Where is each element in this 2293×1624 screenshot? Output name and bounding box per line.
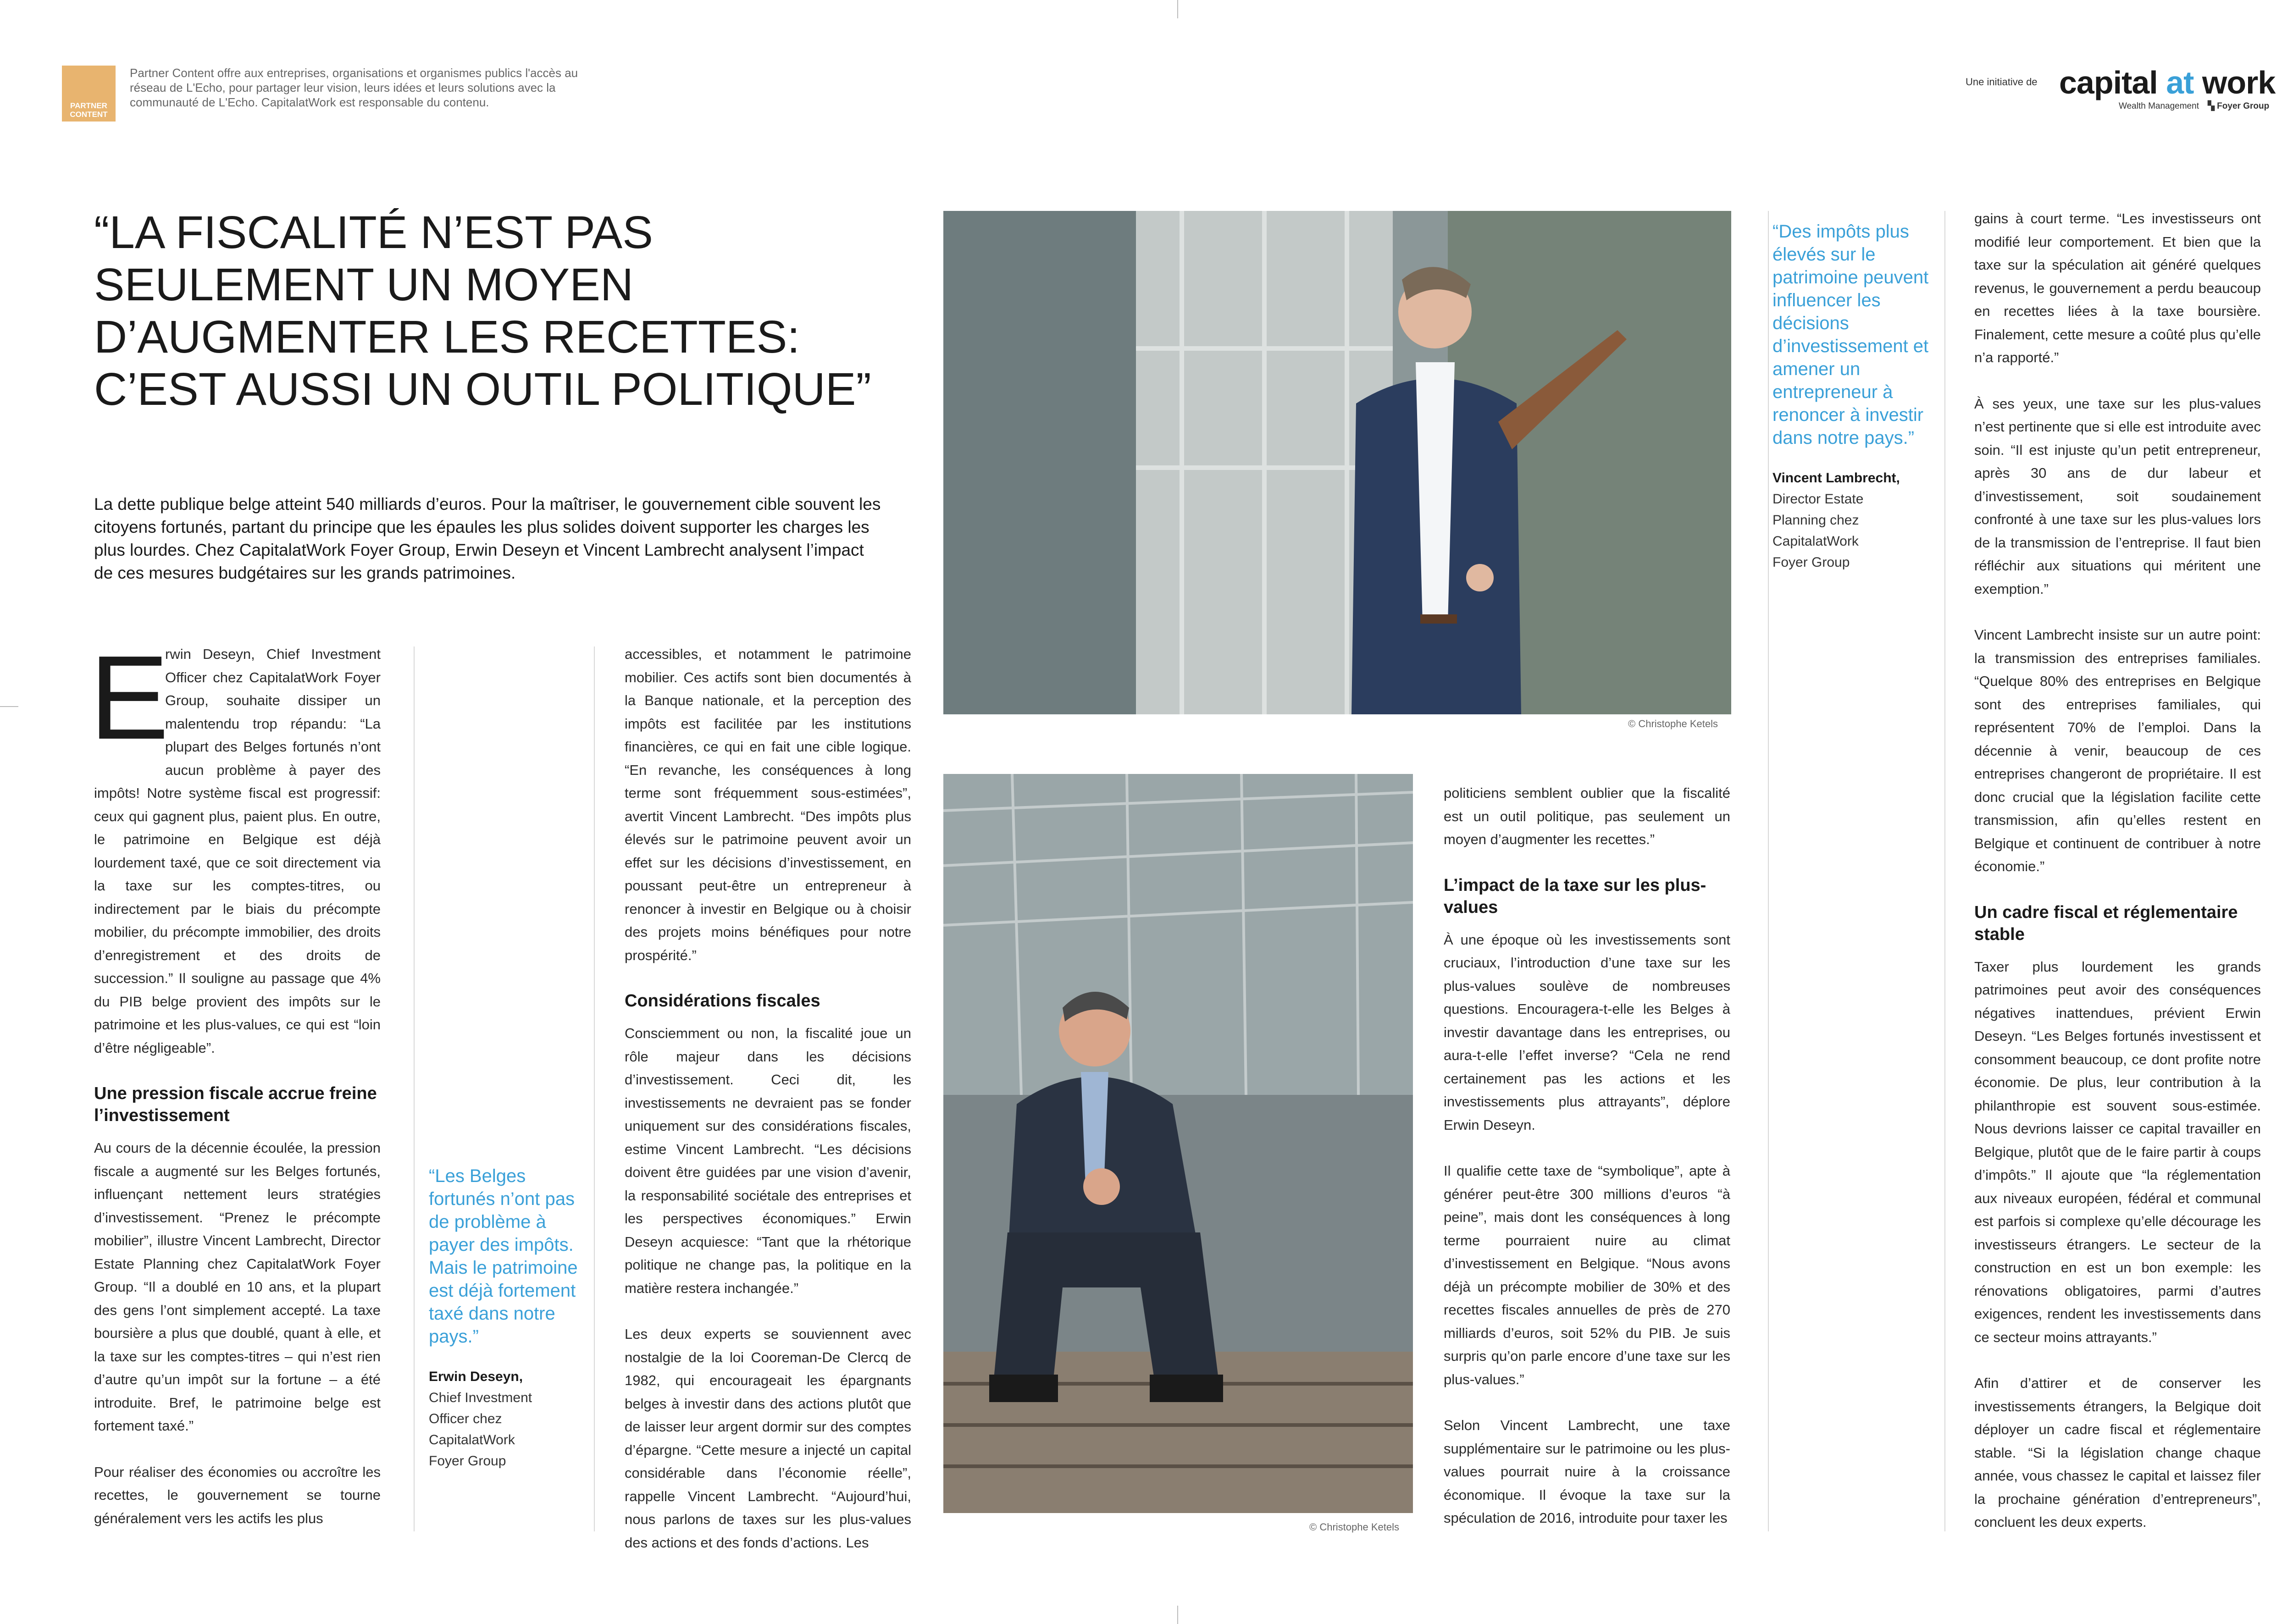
article-column-5 <box>1444 782 1730 1553</box>
brand-block <box>1958 64 2293 115</box>
col1-paragraph-3: Pour réaliser des économies ou accroître les recettes, le gouvernement se tourne généralement vers les actifs les plus <box>94 1464 381 1526</box>
photo-vincent-illustration <box>943 211 1731 714</box>
capitalatwork-logo <box>2059 64 2275 101</box>
col1-intro: rwin Deseyn, Chief Investment Officer chez CapitalatWork Foyer Group, souhaite dissiper un malentendu trop répandu: “La plupart des Belges fortunés n’ont aucun problème à payer des impôts! Notre système fiscal est progressif: ceux qui gagnent plus, paient plus. En outre, le patrimoine en Belgique est déjà lourdement taxé, que ce soit directement via la taxe sur les comptes-titres, ou indirectement par le biais du précompte mobilier, du précompte immobilier, des droits d’enregistrement et des droits de succession.” Il souligne au passage que 4% du PIB belge provient des impôts sur le patrimoine et les plus-values, ce qui est “loin d’être négligeable”. <box>94 646 381 1056</box>
quote-author-name: Erwin Deseyn, <box>429 1369 523 1384</box>
logo-capital: capital <box>2059 65 2158 100</box>
crop-mark <box>0 706 18 707</box>
dropcap: E <box>89 631 169 764</box>
logo-work: work <box>2202 65 2276 100</box>
pull-quote-erwin <box>429 1165 580 1472</box>
quote-author-name: Vincent Lambrecht, <box>1772 470 1900 486</box>
quote-author-role: Director Estate <box>1772 492 1864 507</box>
col1-paragraph-2: Au cours de la décennie écoulée, la pression fiscale a augmenté sur les Belges fortunés, influençant nettement leurs stratégies d’investissement. “Prenez le précompte mobilier”, illustre Vincent Lambrecht, Director Estate Planning chez CapitalatWork Foyer Group. “Il a doublé en 10 ans, et la plupart des gens l’ont simplement accepté. La taxe boursière a plus que doublé, quant à elle, et la taxe sur les comptes-titres – qui n’est rien d’autre qu’un impôt sur la fortune – a été introduite. Bref, le patrimoine belge est fortement taxé.” <box>94 1140 381 1434</box>
photo-erwin-deseyn <box>943 774 1413 1513</box>
quote-author-role: CapitalatWork <box>429 1432 515 1447</box>
quote-author-role: Foyer Group <box>429 1453 506 1469</box>
col5-paragraph-1: politiciens semblent oublier que la fiscalité est un outil politique, pas seulement un moyen d’augmenter les recettes.” <box>1444 785 1730 847</box>
logo-sub-foyer: Foyer Group <box>2217 101 2270 111</box>
article-column-1 <box>94 643 381 1553</box>
lead-paragraph: La dette publique belge atteint 540 milliards d’euros. Pour la maîtriser, le gouvernement cible souvent les citoyens fortunés, partant du principe que les épaules les plus solides doivent supporter les charges les plus lourdes. Chez CapitalatWork Foyer Group, Erwin Deseyn et Vincent Lambrecht analysent l’impact de ces mesures budgétaires sur les grands patrimoines. <box>94 495 881 582</box>
col7-paragraph-5: Afin d’attirer et de conserver les investissements étrangers, la Belgique doit déployer un cadre fiscal et réglementaire stable. “Si la législation change chaque année, vous chassez le capital et laissez filer la prochaine génération d’entrepreneurs”, concluent les deux experts. <box>1974 1375 2261 1530</box>
quote-author-role: Chief Investment <box>429 1390 532 1405</box>
column-divider <box>594 646 595 1531</box>
logo-at: at <box>2166 65 2194 100</box>
photo-credit-1: © Christophe Ketels <box>1628 718 1718 729</box>
col3-subhead: Considérations fiscales <box>625 991 820 1011</box>
crop-mark <box>1177 1606 1178 1624</box>
quote-author-role: Officer chez <box>429 1411 502 1426</box>
column-divider <box>414 646 415 1531</box>
col7-paragraph-3: Vincent Lambrecht insiste sur un autre point: la transmission des entreprises familiales. “Quelque 80% des entreprises en Belgique sont des entreprises familiales, qui représentent 70% de l’emploi. Dans la décennie à venir, beaucoup de ces entreprises changeront de propriétaire. Il est donc crucial que la législation facilite cette transmission, afin qu’elles restent en Belgique et continuent de contribuer à notre économie.” <box>1974 627 2261 874</box>
logo-subline <box>2119 101 2269 111</box>
col1-subhead: Une pression fiscale accrue freine l’investissement <box>94 1084 377 1125</box>
col7-paragraph-4: Taxer plus lourdement les grands patrimoines peut avoir des conséquences négatives inattendues, prévient Erwin Deseyn. “Les Belges fortunés investissent et consomment beaucoup, ce dont profite notre économie. De plus, leur contribution à la philanthropie est souvent sous-estimée. Nous devrions laisser ce capital travailler en Belgique, plutôt que de le faire partir à coups d’impôts.” Il ajoute que “la réglementation aux niveaux européen, fédéral et communal est parfois si complexe qu’elle décourage les investisseurs étrangers. Le secteur de la construction en est un bon exemple: les rénovations obligatoires, parmi d’autres exigences, rendent les investissements dans ce secteur moins attrayants.” <box>1974 958 2261 1345</box>
article-column-3 <box>625 643 911 1577</box>
col7-subhead: Un cadre fiscal et réglementaire stable <box>1974 902 2238 944</box>
photo-erwin-illustration <box>943 774 1413 1513</box>
badge-line-2: CONTENT <box>70 110 108 119</box>
col3-paragraph-2: Consciemment ou non, la fiscalité joue un rôle majeur dans les décisions d’investissement. Ceci dit, les investissements ne devraient pas se fonder uniquement sur des considérations fiscales, estime Vincent Lambrecht. “Les décisions doivent être guidées par une vision d’avenir, la responsabilité sociétale des entreprises et les perspectives économiques.” Erwin Deseyn acquiesce: “Tant que la rhétorique politique ne change pas, la politique en la matière restera inchangée.” <box>625 1025 911 1296</box>
logo-sub-wm: Wealth Management <box>2119 101 2199 111</box>
pull-quote-text: “Des impôts plus élevés sur le patrimoine peuvent influencer les décisions d’investissement et amener un entrepreneur à renoncer à investir dans notre pays.” <box>1772 221 1929 448</box>
col7-paragraph-2: À ses yeux, une taxe sur les plus-values n’est pertinente que si elle est introduite avec soin. “Il est injuste qu’un petit entrepreneur, après 30 ans de dur labeur et d’investissement, soit soudainement confronté à une taxe sur les plus-values lors de la transmission de l’entreprise. Il faut bien réfléchir aux situations qui méritent une exemption.” <box>1974 395 2261 597</box>
pull-quote-text: “Les Belges fortunés n’ont pas de problème à payer des impôts. Mais le patrimoine est déjà fortement taxé dans notre pays.” <box>429 1166 578 1347</box>
page-title: “LA FISCALITÉ N’EST PAS SEULEMENT UN MOYEN D’AUGMENTER LES RECETTES: C’EST AUSSI UN OUTIL POLITIQUE” <box>94 207 871 415</box>
quote-author-role: Foyer Group <box>1772 555 1850 570</box>
header-disclaimer: Partner Content offre aux entreprises, organisations et organismes publics l'accès au réseau de L'Echo, pour partager leur vision, leurs idées et leurs solutions avec la communauté de L'Echo. CapitalatWork est responsable du contenu. <box>130 66 578 109</box>
col5-subhead: L’impact de la taxe sur les plus-values <box>1444 875 1706 917</box>
col3-paragraph-1: accessibles, et notamment le patrimoine mobilier. Ces actifs sont bien documentés à la Banque nationale, et la perception des impôts est facilitée par les institutions financières, ce qui en fait une cible logique. “En revanche, les conséquences à long terme sont fréquemment sous-estimées”, avertit Vincent Lambrecht. “Des impôts plus élevés sur le patrimoine peuvent avoir un effet sur les décisions d’investissement, en poussant peut-être un entrepreneur à renoncer à investir en Belgique ou à choisir des projets moins bénéfiques pour notre prospérité.” <box>625 646 911 963</box>
foyer-icon: ▚ <box>2208 101 2215 111</box>
column-divider <box>1944 211 1945 1531</box>
col5-paragraph-3: Il qualifie cette taxe de “symbolique”, apte à générer peut-être 300 millions d’euros “à peine”, mais dont les conséquences à long terme pourraient nuire au climat d’investissement en Belgique. “Nous avons déjà un précompte mobilier de 30% et des recettes fiscales annuelles de près de 270 milliards d’euros, soit 52% du PIB. Je suis surpris qu’on parle encore d’une taxe sur les plus-values.” <box>1444 1163 1730 1387</box>
crop-mark <box>1177 0 1178 18</box>
photo-vincent-lambrecht <box>943 211 1731 714</box>
initiative-label: Une initiative de <box>1966 76 2038 88</box>
pull-quote-vincent <box>1772 220 1931 573</box>
article-column-7 <box>1974 207 2261 1557</box>
badge-line-1: PARTNER <box>70 101 107 110</box>
partner-content-badge <box>62 66 116 122</box>
col5-paragraph-2: À une époque où les investissements sont cruciaux, l’introduction d’une taxe sur les plus-values soulève de nombreuses questions. Encouragera-t-elle les Belges à investir davantage dans les entreprises, ou aura-t-elle l’effet inverse? “Cela ne rend certainement pas les actions et les investissements plus attrayants”, déplore Erwin Deseyn. <box>1444 931 1730 1133</box>
quote-author-role: Planning chez <box>1772 513 1859 528</box>
col5-paragraph-4: Selon Vincent Lambrecht, une taxe supplémentaire sur le patrimoine ou les plus-values pourrait nuire à la croissance économique. Il évoque la taxe sur la spéculation de 2016, introduite pour taxer les <box>1444 1417 1730 1526</box>
col3-paragraph-3: Les deux experts se souviennent avec nostalgie de la loi Cooreman-De Clercq de 1982, qui encourageait les épargnants belges à investir dans des actions plutôt que de laisser leur argent dormir sur des comptes d’épargne. “Cette mesure a injecté un capital considérable dans l’économie réelle”, rappelle Vincent Lambrecht. “Aujourd’hui, nous parlons de taxes sur les plus-values des actions et des fonds d’actions. Les <box>625 1326 911 1551</box>
column-divider <box>1768 211 1769 1531</box>
quote-author-role: CapitalatWork <box>1772 534 1859 549</box>
col7-paragraph-1: gains à court terme. “Les investisseurs ont modifié leur comportement. Et bien que la taxe sur la spéculation ait généré quelques revenus, le gouvernement a perdu beaucoup en recettes liées à la taxe boursière. Finalement, cette mesure a coûté plus qu’elle n’a rapporté.” <box>1974 210 2261 365</box>
photo-credit-2: © Christophe Ketels <box>1309 1521 1399 1533</box>
